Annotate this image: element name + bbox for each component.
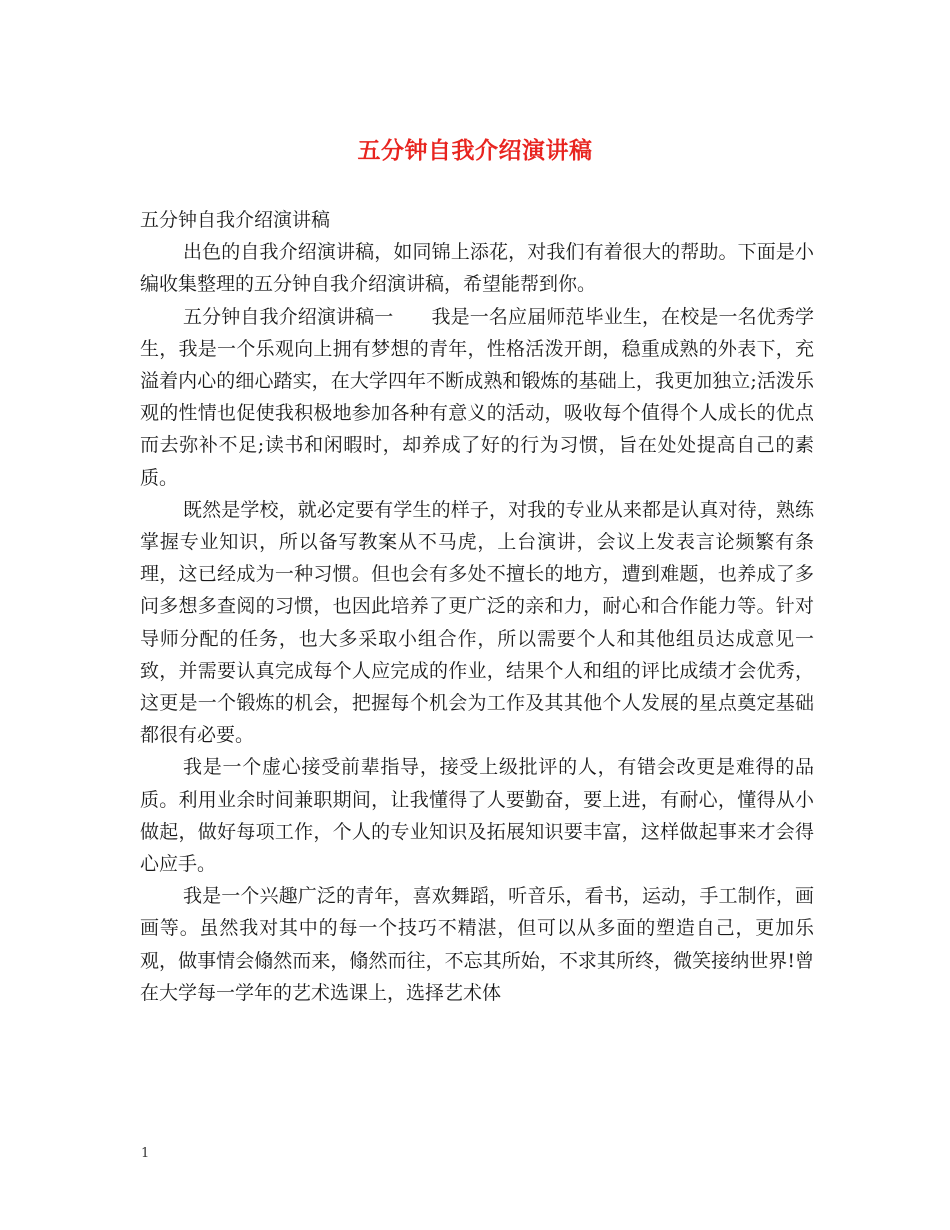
paragraph-intro (140, 236, 814, 300)
paragraph-study (140, 494, 814, 752)
paragraph-interests (140, 880, 814, 1009)
paragraph-text: 我是一名应届师范毕业生，在校是一名优秀学生，我是一个乐观向上拥有梦想的青年，性格活泼开朗，稳重成熟的外表下，充溢着内心的细心踏实，在大学四年不断成熟和锻炼的基础上，我更加独立;活泼乐观的性情也促使我积极地参加各种有意义的活动，吸收每个值得个人成长的优点而去弥补不足;读书和闲暇时，却养成了好的行为习惯，旨在处处提高自己的素质。 (140, 305, 814, 489)
paragraph-speech-one (140, 301, 814, 494)
paragraph-text: 我是一个虚心接受前辈指导，接受上级批评的人，有错会改更是难得的品质。利用业余时间兼职期间，让我懂得了人要勤奋，要上进，有耐心，懂得从小做起，做好每项工作，个人的专业知识及拓展知识要丰富，这样做起事来才会得心应手。 (140, 756, 814, 876)
body-heading: 五分钟自我介绍演讲稿 (140, 209, 331, 231)
document-body (140, 204, 814, 1009)
page-number: 1 (141, 1146, 150, 1161)
section-lead: 五分钟自我介绍演讲稿一 (183, 305, 394, 328)
paragraph-text: 既然是学校，就必定要有学生的样子，对我的专业从来都是认真对待，熟练掌握专业知识，所以备写教案从不马虎，上台演讲，会议上发表言论频繁有条理，这已经成为一种习惯。但也会有多处不擅长的地方，遭到难题，也养成了多问多想多查阅的习惯，也因此培养了更广泛的亲和力，耐心和合作能力等。针对导师分配的任务，也大多采取小组合作，所以需要个人和其他组员达成意见一致，并需要认真完成每个人应完成的作业，结果个人和组的评比成绩才会优秀，这更是一个锻炼的机会，把握每个机会为工作及其其他个人发展的星点奠定基础都很有必要。 (140, 498, 814, 747)
paragraph-attitude (140, 751, 814, 880)
document-title: 五分钟自我介绍演讲稿 (357, 137, 593, 164)
paragraph-text: 出色的自我介绍演讲稿，如同锦上添花，对我们有着很大的帮助。下面是小编收集整理的五分钟自我介绍演讲稿，希望能帮到你。 (140, 241, 814, 296)
paragraph-text: 我是一个兴趣广泛的青年，喜欢舞蹈，听音乐，看书，运动，手工制作，画画等。虽然我对其中的每一个技巧不精湛，但可以从多面的塑造自己，更加乐观，做事情会翛然而来，翛然而往，不忘其所始，不求其所终，微笑接纳世界!曾在大学每一学年的艺术选课上，选择艺术体 (140, 885, 814, 1004)
